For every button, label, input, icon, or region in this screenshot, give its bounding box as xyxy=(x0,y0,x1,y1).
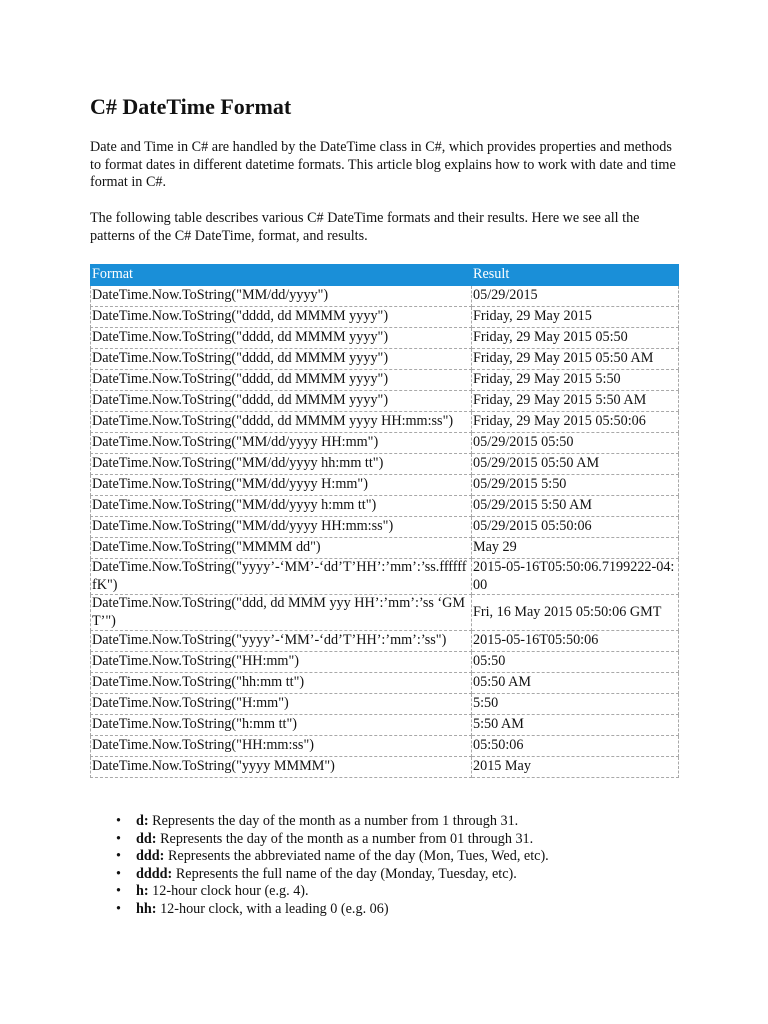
result-cell: 5:50 AM xyxy=(472,715,679,736)
format-cell: DateTime.Now.ToString("yyyy’-‘MM’-‘dd’T’HH’:’mm’:’ss") xyxy=(91,631,472,652)
table-intro-paragraph: The following table describes various C# DateTime formats and their results. Here we see all the patterns of the C# DateTime, format, and results. xyxy=(90,210,640,244)
specifier-term: dddd: xyxy=(136,865,173,882)
table-row xyxy=(91,757,679,778)
specifier-term: ddd: xyxy=(136,848,165,864)
specifier-term: h: xyxy=(136,883,149,899)
result-cell: 05:50:06 xyxy=(472,736,679,757)
format-cell: DateTime.Now.ToString("MM/dd/yyyy hh:mm tt") xyxy=(91,454,472,475)
format-specifier-list xyxy=(90,813,549,918)
list-item xyxy=(116,813,549,831)
specifier-description: Represents the day of the month as a number from 01 through 31. xyxy=(156,830,534,847)
specifier-term: hh: xyxy=(136,900,157,917)
result-cell: 05/29/2015 5:50 AM xyxy=(472,496,679,517)
table-row xyxy=(91,673,679,694)
table-row xyxy=(91,631,679,652)
table-row xyxy=(91,328,679,349)
specifier-description: 12-hour clock, with a leading 0 (e.g. 06) xyxy=(156,900,389,917)
bullet-icon: • xyxy=(116,813,121,829)
format-cell: DateTime.Now.ToString("MM/dd/yyyy HH:mm") xyxy=(91,433,472,454)
table-row xyxy=(91,559,679,595)
format-cell: DateTime.Now.ToString("dddd, dd MMMM yyyy HH:mm:ss") xyxy=(91,412,472,433)
table-row xyxy=(91,496,679,517)
list-item xyxy=(116,900,549,919)
format-cell: DateTime.Now.ToString("dddd, dd MMMM yyyy") xyxy=(91,307,472,328)
format-cell: DateTime.Now.ToString("ddd, dd MMM yyy HH’:’mm’:’ss ‘GMT’") xyxy=(91,595,472,631)
format-cell: DateTime.Now.ToString("yyyy’-‘MM’-‘dd’T’HH’:’mm’:’ss.fffffffK") xyxy=(91,559,472,595)
table-row xyxy=(91,694,679,715)
table-row xyxy=(91,412,679,433)
table-row xyxy=(91,391,679,412)
format-cell: DateTime.Now.ToString("dddd, dd MMMM yyyy") xyxy=(91,391,472,412)
result-cell: 2015-05-16T05:50:06.7199222-04:00 xyxy=(472,559,679,595)
result-cell: Friday, 29 May 2015 xyxy=(472,307,679,328)
table-row xyxy=(91,595,679,631)
result-cell: 05/29/2015 05:50 xyxy=(472,433,679,454)
specifier-term: d: xyxy=(136,813,149,829)
specifier-description: 12-hour clock hour (e.g. 4). xyxy=(148,883,309,899)
list-item xyxy=(116,848,549,866)
format-cell: DateTime.Now.ToString("HH:mm") xyxy=(91,652,472,673)
list-item xyxy=(116,865,549,884)
table-row xyxy=(91,286,679,307)
format-cell: DateTime.Now.ToString("hh:mm tt") xyxy=(91,673,472,694)
result-cell: 05/29/2015 5:50 xyxy=(472,475,679,496)
table-row xyxy=(91,370,679,391)
result-cell: 2015 May xyxy=(472,757,679,778)
table-row xyxy=(91,538,679,559)
format-cell: DateTime.Now.ToString("MMMM dd") xyxy=(91,538,472,559)
result-cell: 5:50 xyxy=(472,694,679,715)
result-cell: Friday, 29 May 2015 05:50 xyxy=(472,328,679,349)
bullet-icon: • xyxy=(116,830,121,847)
format-cell: DateTime.Now.ToString("MM/dd/yyyy") xyxy=(91,286,472,307)
table-row xyxy=(91,307,679,328)
format-cell: DateTime.Now.ToString("dddd, dd MMMM yyyy") xyxy=(91,328,472,349)
bullet-icon: • xyxy=(116,900,121,917)
table-body xyxy=(91,286,679,778)
result-cell: 05:50 xyxy=(472,652,679,673)
result-cell: Friday, 29 May 2015 5:50 xyxy=(472,370,679,391)
table-row xyxy=(91,715,679,736)
column-header-format: Format xyxy=(91,265,472,286)
bullet-icon: • xyxy=(116,848,121,864)
table-row xyxy=(91,349,679,370)
format-cell: DateTime.Now.ToString("yyyy MMMM") xyxy=(91,757,472,778)
specifier-term: dd: xyxy=(136,830,157,847)
intro-paragraph: Date and Time in C# are handled by the DateTime class in C#, which provides properties and methods to format dates in different datetime formats. This article blog explains how to work with date and time format in C#. xyxy=(90,139,676,190)
table-row xyxy=(91,736,679,757)
format-cell: DateTime.Now.ToString("H:mm") xyxy=(91,694,472,715)
table-row xyxy=(91,454,679,475)
specifier-description: Represents the day of the month as a number from 1 through 31. xyxy=(148,813,519,829)
specifier-description: Represents the abbreviated name of the day (Mon, Tues, Wed, etc). xyxy=(164,848,549,864)
result-cell: 2015-05-16T05:50:06 xyxy=(472,631,679,652)
list-item xyxy=(116,883,549,901)
bullet-icon: • xyxy=(116,883,121,899)
table-row xyxy=(91,475,679,496)
format-cell: DateTime.Now.ToString("dddd, dd MMMM yyyy") xyxy=(91,349,472,370)
column-header-result: Result xyxy=(472,265,679,286)
table-row xyxy=(91,433,679,454)
table-row xyxy=(91,652,679,673)
result-cell: May 29 xyxy=(472,538,679,559)
format-cell: DateTime.Now.ToString("MM/dd/yyyy h:mm tt") xyxy=(91,496,472,517)
result-cell: 05/29/2015 05:50 AM xyxy=(472,454,679,475)
list-item xyxy=(116,830,549,849)
bullet-icon: • xyxy=(116,865,121,882)
specifier-description: Represents the full name of the day (Monday, Tuesday, etc). xyxy=(172,865,517,882)
result-cell: Friday, 29 May 2015 05:50:06 xyxy=(472,412,679,433)
datetime-format-table xyxy=(90,264,679,778)
result-cell: 05/29/2015 xyxy=(472,286,679,307)
format-cell: DateTime.Now.ToString("dddd, dd MMMM yyyy") xyxy=(91,370,472,391)
format-cell: DateTime.Now.ToString("MM/dd/yyyy H:mm") xyxy=(91,475,472,496)
result-cell: Friday, 29 May 2015 05:50 AM xyxy=(472,349,679,370)
result-cell: Friday, 29 May 2015 5:50 AM xyxy=(472,391,679,412)
format-cell: DateTime.Now.ToString("MM/dd/yyyy HH:mm:ss") xyxy=(91,517,472,538)
result-cell: Fri, 16 May 2015 05:50:06 GMT xyxy=(472,595,679,631)
result-cell: 05:50 AM xyxy=(472,673,679,694)
table-header-row xyxy=(91,265,679,286)
table-row xyxy=(91,517,679,538)
result-cell: 05/29/2015 05:50:06 xyxy=(472,517,679,538)
format-cell: DateTime.Now.ToString("h:mm tt") xyxy=(91,715,472,736)
page-title: C# DateTime Format xyxy=(90,94,292,119)
format-cell: DateTime.Now.ToString("HH:mm:ss") xyxy=(91,736,472,757)
